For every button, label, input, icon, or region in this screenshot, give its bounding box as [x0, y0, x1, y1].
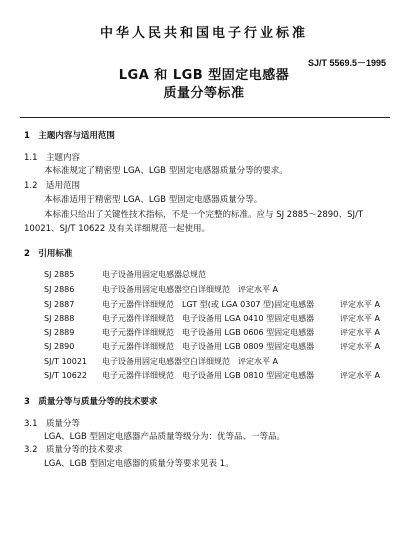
title-divider — [20, 117, 390, 118]
reference-code: SJ 2887 — [44, 300, 75, 309]
reference-grade: 评定水平 A — [340, 328, 381, 337]
reference-code: SJ 2889 — [44, 328, 75, 337]
reference-title: 电子设备用固定电感器总规范 — [102, 270, 206, 279]
reference-code: SJ 2888 — [44, 314, 75, 323]
section-1-2-text1: 本标准适用于精密型 LGA、LGB 型固定电感器质量分等。 — [44, 195, 263, 205]
reference-grade: 评定水平 A — [340, 300, 381, 309]
standard-number: SJ/T 5569.5－1995 — [307, 58, 386, 68]
reference-code: SJ 2885 — [44, 270, 75, 279]
reference-title: 电子元器件详细规范 LGT 型(或 LGA 0307 型)固定电感器 — [102, 300, 315, 309]
document-title-line1: LGA 和 LGB 型固定电感器 — [118, 68, 290, 83]
document-title-line2: 质量分等标准 — [163, 86, 245, 101]
section-1-2-text2: 本标准只给出了关键性技术指标，不是一个完整的标准。应与 SJ 2885～2890、SJ/T — [44, 210, 364, 220]
section-1-2-text3: 10021、SJ/T 10622 及有关详细规范一起使用。 — [24, 224, 210, 234]
section-3-1-heading: 3.1 质量分等 — [24, 419, 81, 429]
reference-code: SJ/T 10622 — [44, 371, 88, 380]
section-1-1-heading: 1.1 主题内容 — [24, 153, 81, 163]
reference-title: 电子元器件详细规范 电子设备用 LGB 0810 型固定电感器 — [102, 371, 315, 380]
reference-grade: 评定水平 A — [340, 371, 381, 380]
reference-code: SJ/T 10021 — [44, 357, 88, 366]
section-3-2-heading: 3.2 质量分等的技术要求 — [24, 445, 123, 455]
section-2-heading: 2 引用标准 — [24, 249, 73, 259]
reference-code: SJ 2890 — [44, 342, 75, 351]
reference-title: 电子元器件详细规范 电子设备用 LGB 0606 型固定电感器 — [102, 328, 315, 337]
section-3-heading: 3 质量分等与质量分等的技术要求 — [24, 397, 158, 407]
reference-grade: 评定水平 A — [340, 342, 381, 351]
reference-title: 电子元器件详细规范 电子设备用 LGB 0809 型固定电感器 — [102, 342, 315, 351]
reference-code: SJ 2886 — [44, 285, 75, 294]
section-1-heading: 1 主题内容与适用范围 — [24, 131, 115, 141]
reference-title: 电子元器件详细规范 电子设备用 LGA 0410 型固定电感器 — [102, 314, 315, 323]
section-3-2-text: LGA、LGB 型固定电感器的质量分等要求见表 1。 — [44, 459, 234, 469]
standard-header: 中华人民共和国电子行业标准 — [99, 26, 308, 41]
reference-grade: 评定水平 A — [340, 314, 381, 323]
section-1-2-heading: 1.2 适用范围 — [24, 181, 81, 191]
section-3-1-text: LGA、LGB 型固定电感器产品质量等级分为：优等品、一等品。 — [44, 432, 285, 442]
section-1-1-text: 本标准规定了精密型 LGA、LGB 型固定电感器质量分等的要求。 — [44, 166, 288, 176]
reference-title: 电子设备用固定电感器空白详细规范 评定水平 A — [102, 285, 279, 294]
reference-title: 电子设备用固定电感器空白详细规范 评定水平 A — [102, 357, 279, 366]
